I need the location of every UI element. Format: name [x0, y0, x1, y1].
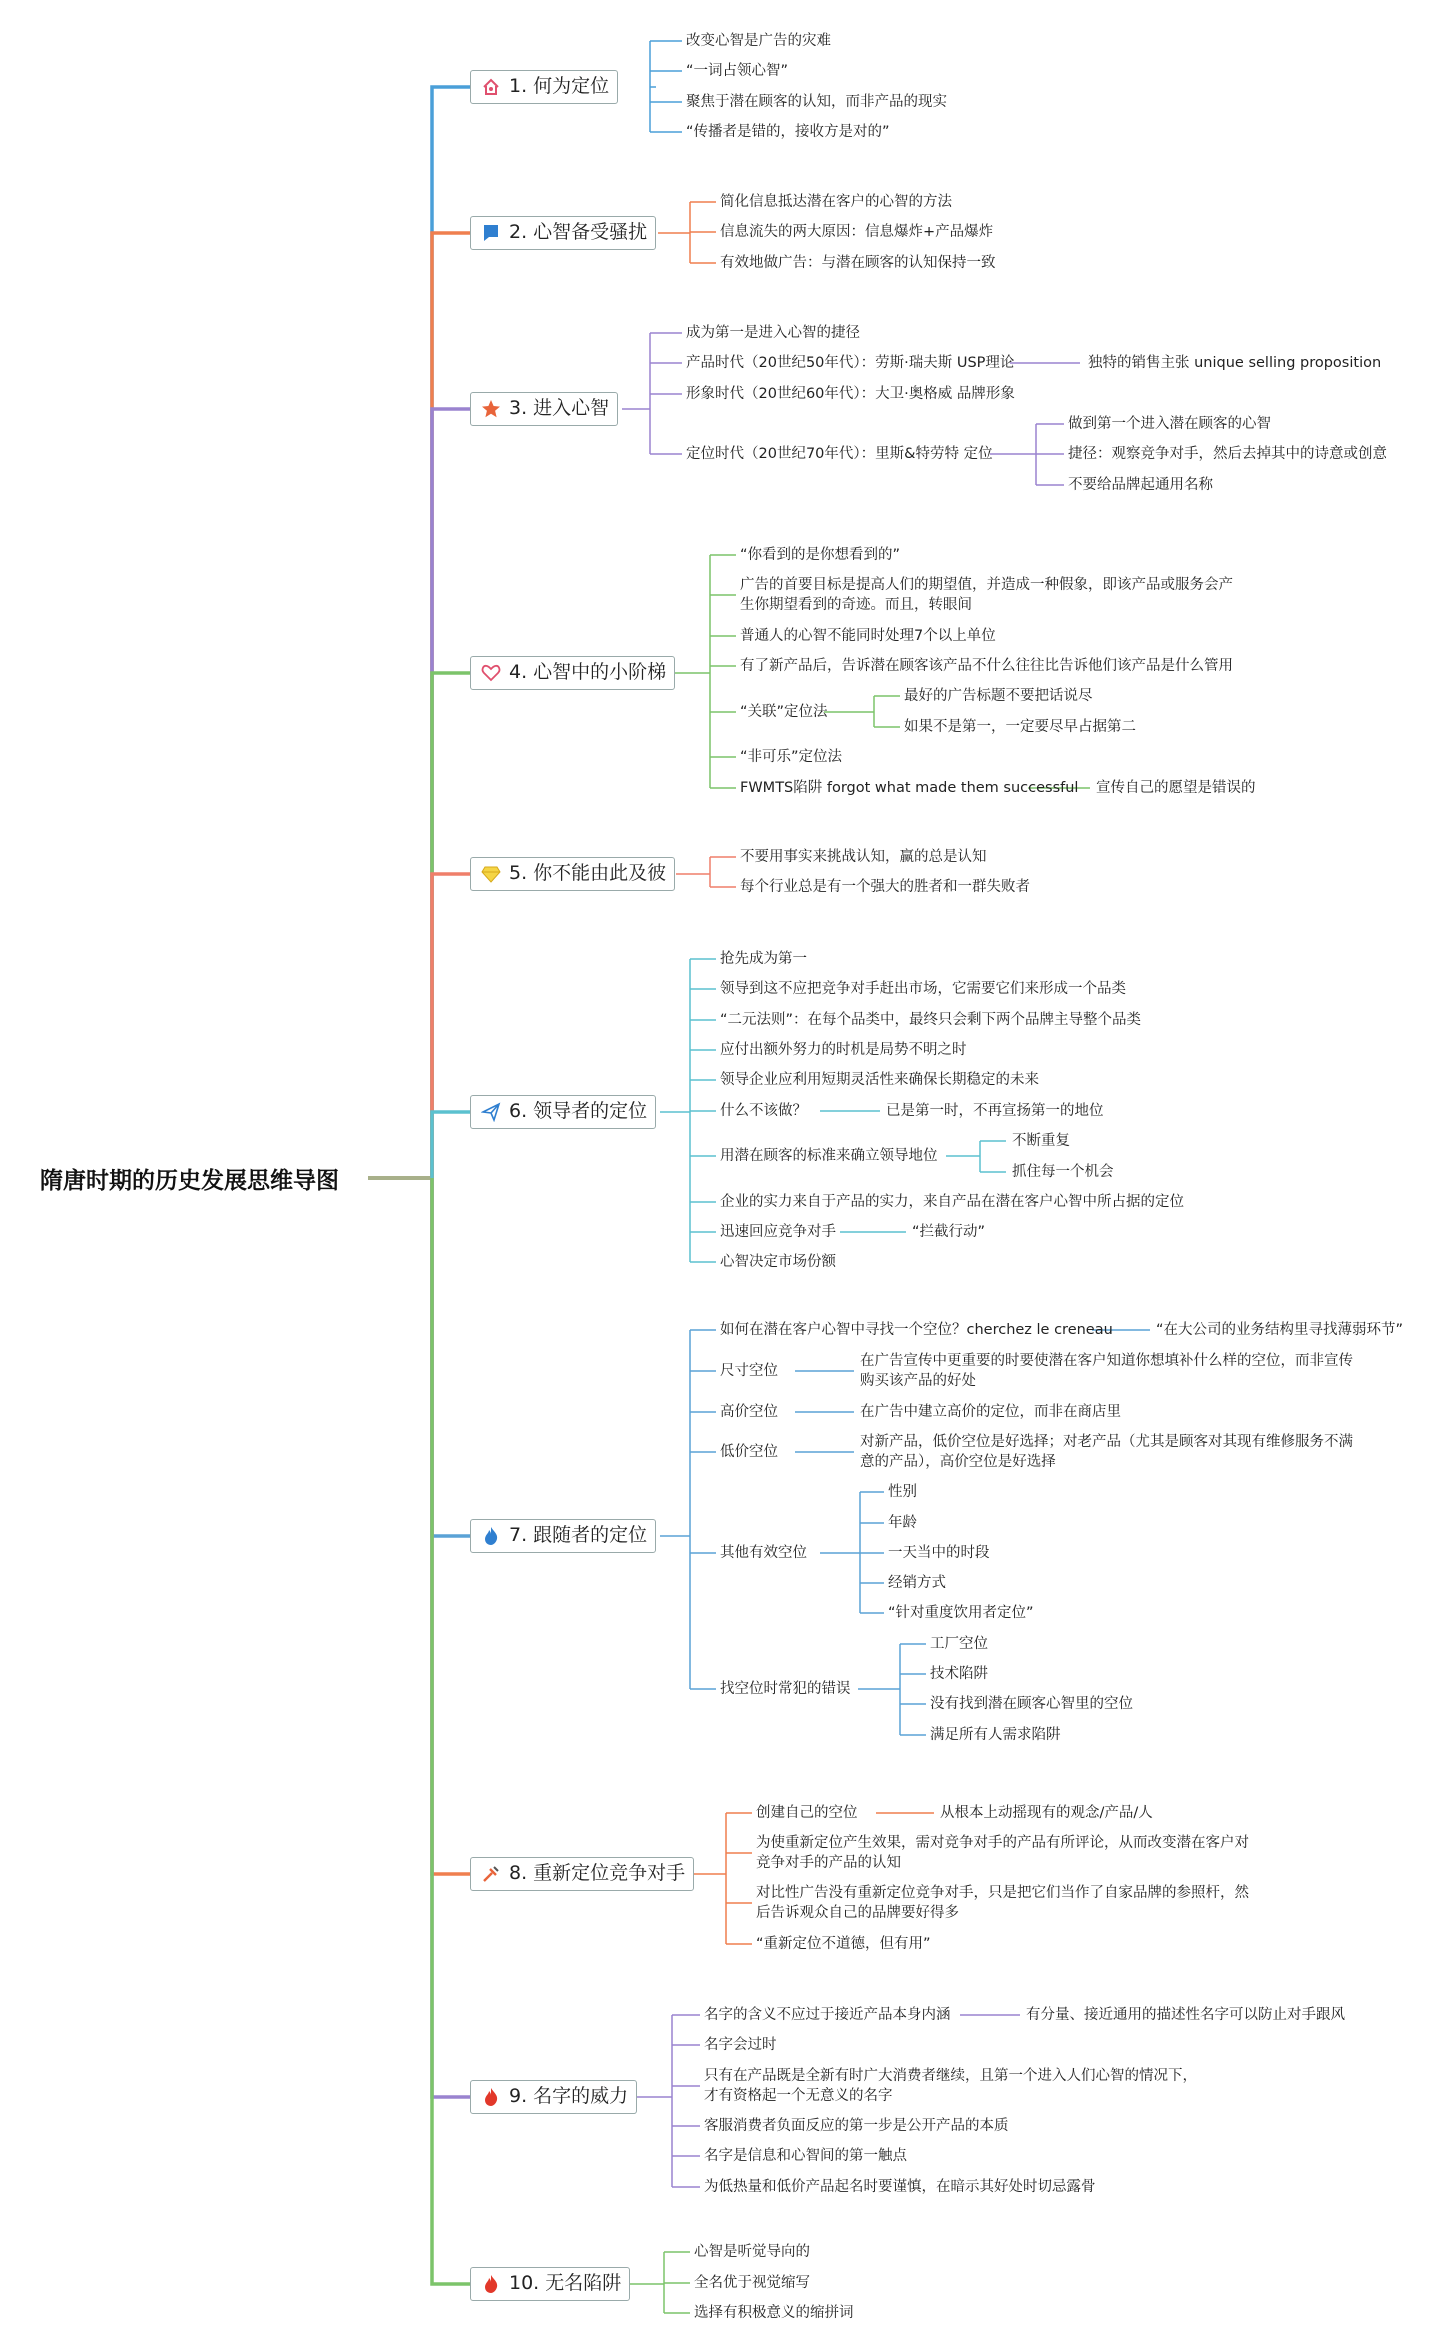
leaf[interactable]: 全名优于视觉缩写	[694, 2275, 810, 2291]
leaf[interactable]: “关联”定位法	[740, 704, 828, 720]
leaf[interactable]: 做到第一个进入潜在顾客的心智	[1068, 416, 1271, 432]
leaf[interactable]: 找空位时常犯的错误	[720, 1681, 851, 1697]
branch-5[interactable]	[470, 857, 675, 891]
leaf[interactable]: 对比性广告没有重新定位竞争对手，只是把它们当作了自家品牌的参照杆，然后告诉观众自己的品牌要好得多	[756, 1885, 1249, 1921]
branch-8[interactable]	[470, 1857, 694, 1891]
leaf[interactable]: 客服消费者负面反应的第一步是公开产品的本质	[704, 2118, 1009, 2134]
leaf[interactable]: FWMTS陷阱 forgot what made them successful	[740, 780, 1079, 796]
leaf[interactable]: “一词占领心智”	[686, 63, 789, 79]
leaf[interactable]: 抓住每一个机会	[1012, 1164, 1114, 1180]
leaf[interactable]: 广告的首要目标是提高人们的期望值，并造成一种假象，即该产品或服务会产生你期望看到的奇迹。而且，转眼间	[740, 577, 1233, 613]
leaf[interactable]: 名字的含义不应过于接近产品本身内涵	[704, 2007, 951, 2023]
leaf[interactable]: 从根本上动摇现有的观念/产品/人	[940, 1805, 1153, 1821]
leaf[interactable]: 为使重新定位产生效果，需对竞争对手的产品有所评论，从而改变潜在客户对竞争对手的产品的认知	[756, 1835, 1249, 1871]
star-icon	[481, 399, 501, 419]
branch-4[interactable]	[470, 656, 675, 690]
leaf[interactable]: 不要给品牌起通用名称	[1068, 477, 1213, 493]
leaf[interactable]: 一天当中的时段	[888, 1545, 990, 1561]
leaf[interactable]: 在广告中建立高价的定位，而非在商店里	[860, 1404, 1121, 1420]
leaf[interactable]: 产品时代（20世纪50年代）：劳斯·瑞夫斯 USP理论	[686, 355, 1015, 371]
branch-label: 1. 何为定位	[509, 75, 610, 97]
branch-label: 2. 心智备受骚扰	[509, 221, 648, 243]
branch-7[interactable]	[470, 1519, 656, 1553]
leaf[interactable]: 尺寸空位	[720, 1363, 778, 1379]
leaf[interactable]: 用潜在顾客的标准来确立领导地位	[720, 1148, 938, 1164]
leaf[interactable]: 为低热量和低价产品起名时要谨慎，在暗示其好处时切忌露骨	[704, 2179, 1096, 2195]
leaf[interactable]: 如果不是第一，一定要尽早占据第二	[904, 719, 1136, 735]
leaf[interactable]: 技术陷阱	[930, 1666, 988, 1682]
branch-label: 10. 无名陷阱	[509, 2272, 622, 2294]
flame-icon	[481, 2274, 501, 2294]
branch-6[interactable]	[470, 1095, 656, 1129]
leaf[interactable]: 改变心智是广告的灾难	[686, 33, 831, 49]
flame-icon	[481, 2087, 501, 2107]
leaf[interactable]: 最好的广告标题不要把话说尽	[904, 688, 1093, 704]
leaf[interactable]: 宣传自己的愿望是错误的	[1096, 780, 1256, 796]
leaf[interactable]: 创建自己的空位	[756, 1805, 858, 1821]
branch-label: 5. 你不能由此及彼	[509, 862, 667, 884]
leaf[interactable]: 独特的销售主张 unique selling proposition	[1088, 355, 1382, 371]
leaf[interactable]: “重新定位不道德，但有用”	[756, 1936, 931, 1952]
leaf[interactable]: 经销方式	[888, 1575, 946, 1591]
leaf[interactable]: 工厂空位	[930, 1636, 988, 1652]
leaf[interactable]: “在大公司的业务结构里寻找薄弱环节”	[1156, 1322, 1404, 1338]
leaf[interactable]: 成为第一是进入心智的捷径	[686, 325, 860, 341]
leaf[interactable]: 不断重复	[1012, 1133, 1070, 1149]
leaf[interactable]: 如何在潜在客户心智中寻找一个空位？cherchez le creneau	[720, 1322, 1113, 1338]
branch-label: 4. 心智中的小阶梯	[509, 661, 667, 683]
leaf[interactable]: “非可乐”定位法	[740, 749, 843, 765]
leaf[interactable]: 应付出额外努力的时机是局势不明之时	[720, 1042, 967, 1058]
leaf[interactable]: 在广告宣传中更重要的时要使潜在客户知道你想填补什么样的空位，而非宣传购买该产品的好处	[860, 1353, 1353, 1389]
leaf[interactable]: 什么不该做？	[720, 1103, 807, 1119]
leaf[interactable]: 企业的实力来自于产品的实力，来自产品在潜在客户心智中所占据的定位	[720, 1194, 1184, 1210]
leaf[interactable]: “传播者是错的，接收方是对的”	[686, 124, 890, 140]
flag-icon	[481, 223, 501, 243]
leaf[interactable]: 领导企业应利用短期灵活性来确保长期稳定的未来	[720, 1072, 1039, 1088]
leaf[interactable]: 捷径：观察竞争对手，然后去掉其中的诗意或创意	[1068, 446, 1387, 462]
leaf[interactable]: 其他有效空位	[720, 1545, 807, 1561]
leaf[interactable]: 心智是听觉导向的	[694, 2244, 810, 2260]
leaf[interactable]: 每个行业总是有一个强大的胜者和一群失败者	[740, 879, 1030, 895]
root-topic[interactable]: 隋唐时期的历史发展思维导图	[40, 1168, 339, 1194]
leaf[interactable]: 满足所有人需求陷阱	[930, 1727, 1061, 1743]
branch-label: 3. 进入心智	[509, 397, 610, 419]
leaf[interactable]: 没有找到潜在顾客心智里的空位	[930, 1696, 1133, 1712]
tools-icon	[481, 1864, 501, 1884]
leaf[interactable]: 定位时代（20世纪70年代）：里斯&特劳特 定位	[686, 446, 993, 462]
branch-label: 8. 重新定位竞争对手	[509, 1862, 686, 1884]
leaf[interactable]: 有分量、接近通用的描述性名字可以防止对手跟风	[1026, 2007, 1345, 2023]
leaf[interactable]: 领导到这不应把竞争对手赶出市场，它需要它们来形成一个品类	[720, 981, 1126, 997]
leaf[interactable]: 低价空位	[720, 1444, 778, 1460]
branch-label: 6. 领导者的定位	[509, 1100, 648, 1122]
leaf[interactable]: 简化信息抵达潜在客户的心智的方法	[720, 194, 952, 210]
leaf[interactable]: 高价空位	[720, 1404, 778, 1420]
branch-3[interactable]	[470, 392, 618, 426]
leaf[interactable]: 已是第一时，不再宣扬第一的地位	[886, 1103, 1104, 1119]
leaf[interactable]: 选择有积极意义的缩拼词	[694, 2305, 854, 2321]
branch-2[interactable]	[470, 216, 656, 250]
branch-10[interactable]	[470, 2267, 630, 2301]
leaf[interactable]: “你看到的是你想看到的”	[740, 547, 901, 563]
leaf[interactable]: 名字是信息和心智间的第一触点	[704, 2148, 907, 2164]
leaf[interactable]: 普通人的心智不能同时处理7个以上单位	[740, 628, 996, 644]
branch-9[interactable]	[470, 2080, 637, 2114]
leaf[interactable]: 聚焦于潜在顾客的认知，而非产品的现实	[686, 94, 947, 110]
leaf[interactable]: 形象时代（20世纪60年代）：大卫·奥格威 品牌形象	[686, 386, 1015, 402]
branch-1[interactable]	[470, 70, 618, 104]
home-icon	[481, 77, 501, 97]
leaf[interactable]: 有了新产品后，告诉潜在顾客该产品不什么往往比告诉他们该产品是什么管用	[740, 658, 1233, 674]
leaf[interactable]: 信息流失的两大原因：信息爆炸+产品爆炸	[720, 224, 994, 240]
leaf[interactable]: 心智决定市场份额	[720, 1254, 836, 1270]
flame-icon	[481, 1526, 501, 1546]
leaf[interactable]: 年龄	[888, 1515, 917, 1531]
branch-label: 9. 名字的威力	[509, 2085, 629, 2107]
leaf[interactable]: 性别	[888, 1484, 917, 1500]
branch-label: 7. 跟随者的定位	[509, 1524, 648, 1546]
leaf[interactable]: 对新产品，低价空位是好选择；对老产品（尤其是顾客对其现有维修服务不满意的产品），高价空位是好选择	[860, 1434, 1353, 1470]
leaf[interactable]: “针对重度饮用者定位”	[888, 1605, 1034, 1621]
leaf[interactable]: 抢先成为第一	[720, 951, 807, 967]
heart-icon	[481, 663, 501, 683]
paper-plane-icon	[481, 1102, 501, 1122]
leaf[interactable]: 只有在产品既是全新有时广大消费者继续，且第一个进入人们心智的情况下，才有资格起一个无意义的名字	[704, 2068, 1197, 2104]
leaf[interactable]: 不要用事实来挑战认知，赢的总是认知	[740, 849, 987, 865]
leaf[interactable]: “拦截行动”	[912, 1224, 986, 1240]
leaf[interactable]: “二元法则”：在每个品类中，最终只会剩下两个品牌主导整个品类	[720, 1012, 1142, 1028]
leaf[interactable]: 名字会过时	[704, 2037, 777, 2053]
leaf[interactable]: 有效地做广告：与潜在顾客的认知保持一致	[720, 255, 996, 271]
leaf[interactable]: 迅速回应竞争对手	[720, 1224, 836, 1240]
gem-icon	[481, 864, 501, 884]
